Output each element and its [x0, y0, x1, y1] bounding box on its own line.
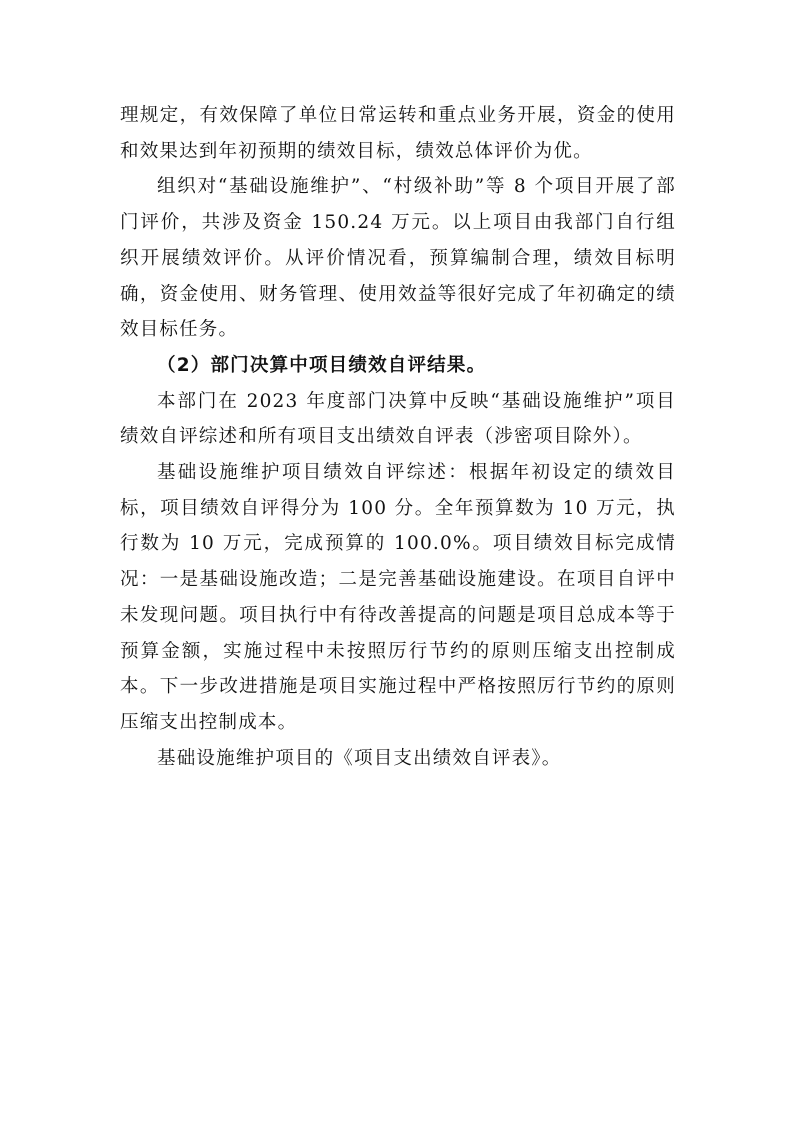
- paragraph-continuation: 理规定，有效保障了单位日常运转和重点业务开展，资金的使用和效果达到年初预期的绩效目标，绩效总体评价为优。: [120, 105, 676, 162]
- paragraph-department-evaluation: 组织对“基础设施维护”、“村级补助”等 8 个项目开展了部门评价，共涉及资金 150.24 万元。以上项目由我部门自行组织开展绩效评价。从评价情况看，预算编制合理，绩效目标明确，资金使用、财务管理、使用效益等很好完成了年初确定的绩效目标任务。: [120, 176, 676, 341]
- section-heading: （2）部门决算中项目绩效自评结果。: [157, 354, 487, 376]
- paragraph-self-evaluation-summary: 基础设施维护项目绩效自评综述：根据年初设定的绩效目标，项目绩效自评得分为 100 分。全年预算数为 10 万元，执行数为 10 万元，完成预算的 100.0%。项目绩效目标完成情况：一是基础设施改造；二是完善基础设施建设。在项目自评中未发现问题。项目执行中有待改善提高的问题是项目总成本等于预算金额，实施过程中未按照厉行节约的原则压缩支出控制成本。下一步改进措施是项目实施过程中严格按照厉行节约的原则压缩支出控制成本。: [120, 462, 676, 733]
- paragraph-self-evaluation-table: 基础设施维护项目的《项目支出绩效自评表》。: [157, 747, 562, 769]
- paragraph-final-accounts: 本部门在 2023 年度部门决算中反映“基础设施维护”项目绩效自评综述和所有项目支出绩效自评表（涉密项目除外）。: [120, 390, 676, 448]
- document-body: [120, 98, 676, 776]
